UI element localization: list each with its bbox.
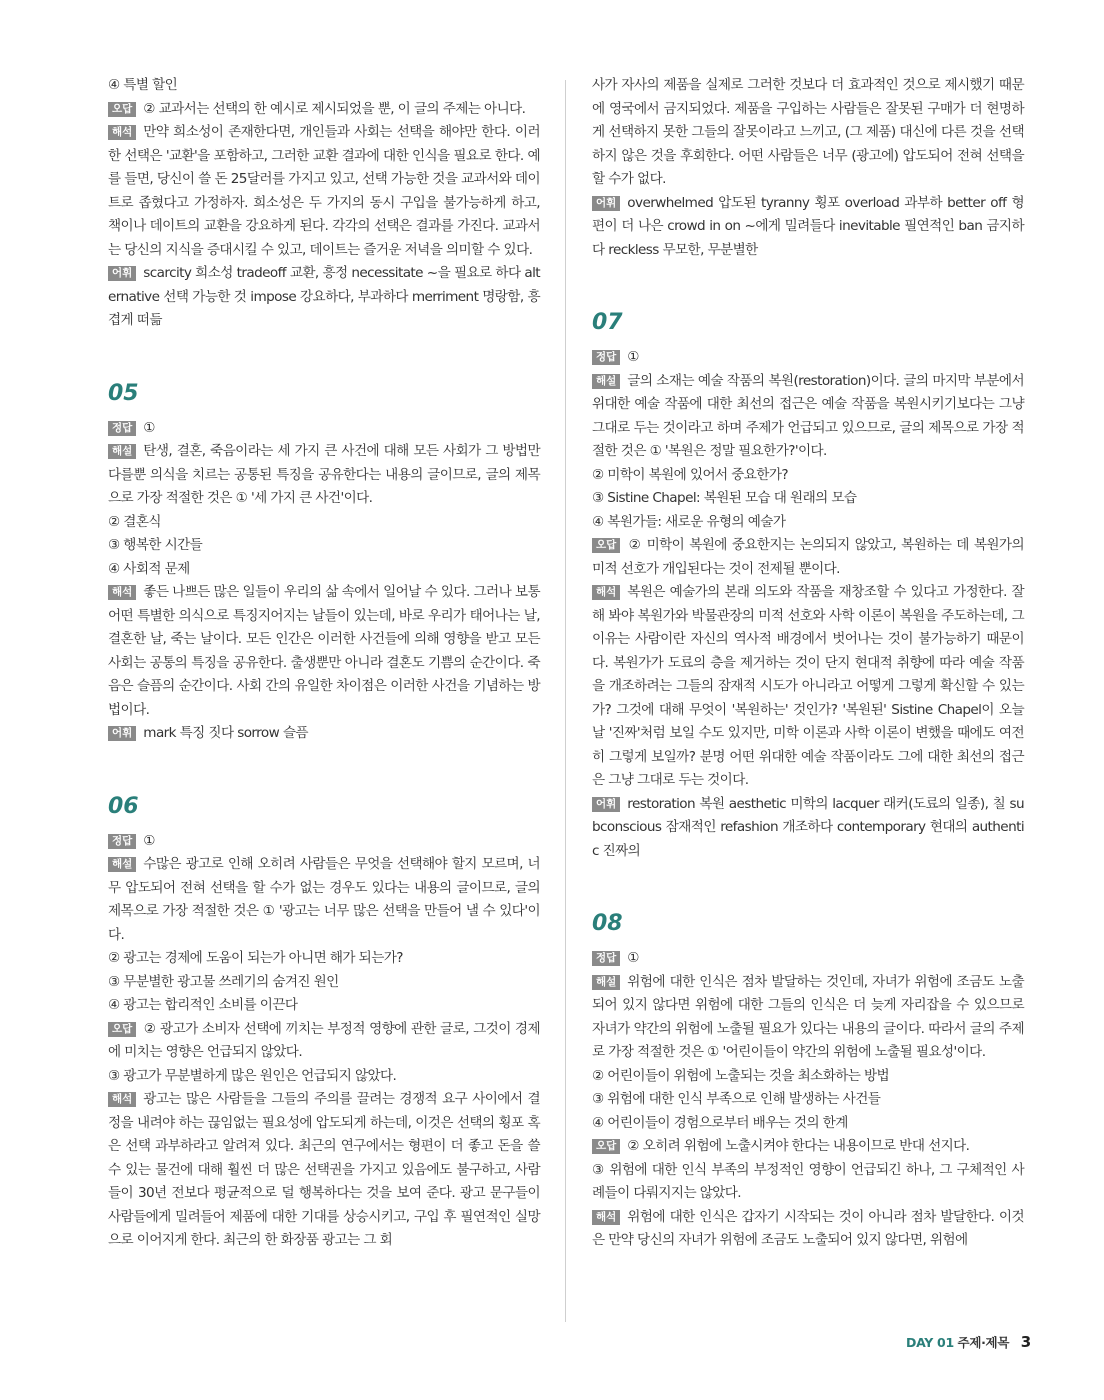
explanation-paragraph: 해설 위험에 대한 인식은 점차 발달하는 것인데, 자녀가 위험에 조금도 노출되어 있지 않다면 위험에 대한 그들의 인식은 더 늦게 자리잡을 수 있으므로 자녀가 약간의 위험에 노출될 필요가 있다는 내용의 글이다. 따라서 글의 주제로 가장 적절한 것은 ① '어린이들이 약간의 위험에 노출될 필요성'이다. [592, 973, 1024, 1060]
option-line: ④ 사회적 문제 [108, 560, 190, 577]
wrong-tag: 오답 [592, 1139, 620, 1154]
wrong-tag: 오답 [108, 1022, 136, 1037]
left-column [108, 74, 540, 1253]
option-line: ② 미학이 복원에 있어서 중요한가? [592, 466, 788, 483]
option-line: ④ 광고는 합리적인 소비를 이끈다 [108, 997, 298, 1013]
wrong-answer-note: 오답 ② 오히려 위험에 노출시켜야 한다는 내용이므로 반대 선지다. [592, 1135, 1024, 1159]
wrong-answer-note-2: ③ 위험에 대한 인식 부족의 부정적인 영향이 언급되긴 하나, 그 구체적인 사례들이 다뤄지지는 않았다. [592, 1161, 1024, 1201]
page-number: 3 [1020, 1333, 1031, 1351]
wrong-tag: 오답 [108, 102, 136, 117]
translation-paragraph: 해석 만약 희소성이 존재한다면, 개인들과 사회는 선택을 해야만 한다. 이러한 선택은 '교환'을 포함하고, 그러한 교환 결과에 대한 인식을 필요로 한다. 예를 들면, 당신이 쓸 돈 25달러를 가지고 있고, 선택 가능한 것을 교과서와 데이트로 좁혔다고 가정하자. 희소성은 두 가지의 동시 구입을 불가능하게 하고, 책이나 데이트의 교환을 강요하게 된다. 각각의 선택은 결과를 가진다. 교과서는 당신의 지식을 증대시킬 수 있고, 데이트는 즐거운 저녁을 의미할 수 있다. [108, 124, 540, 258]
option-line: ④ 복원가들: 새로운 유형의 예술가 [592, 513, 786, 530]
vocab-paragraph: 어휘 mark 특징 짓다 sorrow 슬픔 [108, 722, 540, 746]
option-line: ③ Sistine Chapel: 복원된 모습 대 원래의 모습 [592, 490, 857, 506]
translation-paragraph: 해석 위험에 대한 인식은 갑자기 시작되는 것이 아니라 점차 발달한다. 이것은 만약 당신의 자녀가 위험에 조금도 노출되어 있지 않다면, 위험에 [592, 1208, 1024, 1248]
page-footer [906, 1333, 1031, 1351]
explanation-paragraph: 해설 수많은 광고로 인해 오히려 사람들은 무엇을 선택해야 할지 모르며, 너무 압도되어 전혀 선택을 할 수가 없는 경우도 있다는 내용의 글이므로, 글의 제목으로 가장 적절한 것은 ① '광고는 너무 많은 선택을 만들어 낼 수 있다'이다. [108, 856, 540, 943]
explain-tag: 해설 [108, 444, 136, 459]
translation-paragraph: 해석 좋든 나쁘든 많은 일들이 우리의 삶 속에서 일어날 수 있다. 그러나 보통 어떤 특별한 의식으로 특징지어지는 날들이 있는데, 바로 우리가 태어나는 날, 결혼한 날, 죽는 날이다. 모든 인간은 이러한 사건들에 의해 영향을 받고 모든 사회는 공통의 특징을 공유한다. 출생뿐만 아니라 결혼도 기쁨의 순간이다. 죽음은 슬픔의 순간이다. 사회 간의 유일한 차이점은 이러한 사건을 기념하는 방법이다. [108, 584, 540, 718]
answer-line: 정답 ① [592, 947, 1024, 971]
explain-tag: 해설 [592, 975, 620, 990]
option-line: ② 어린이들이 위험에 노출되는 것을 최소화하는 방법 [592, 1067, 890, 1084]
question-number-05: 05 [108, 380, 139, 406]
translation-tag: 해석 [108, 125, 136, 140]
option-line: ② 광고는 경제에 도움이 되는가 아니면 해가 되는가? [108, 950, 403, 966]
option-line: ④ 어린이들이 경험으로부터 배우는 것의 한계 [592, 1114, 848, 1131]
translation-paragraph: 해석 광고는 많은 사람들을 그들의 주의를 끌려는 경쟁적 요구 사이에서 결정을 내려야 하는 끊임없는 필요성에 압도되게 하는데, 이것은 선택의 횡포 혹은 선택 과부하라고 알려져 있다. 최근의 연구에서는 형편이 더 좋고 돈을 쓸 수 있는 물건에 대해 훨씬 더 많은 선택권을 가지고 있음에도 불구하고, 사람들이 30년 전보다 평균적으로 덜 행복하다는 것을 보여 준다. 광고 문구들이 사람들에게 밀려들어 제품에 대한 기대를 상승시키고, 구입 후 필연적인 실망으로 이어지게 한다. 최근의 한 화장품 광고는 그 회 [108, 1091, 540, 1248]
answer-tag: 정답 [108, 834, 136, 849]
column-divider [565, 80, 566, 1322]
option-line: ④ 특별 할인 [108, 77, 178, 93]
option-line: ③ 무분별한 광고물 쓰레기의 숨겨진 원인 [108, 973, 339, 990]
explain-tag: 해설 [592, 374, 620, 389]
right-column [592, 74, 1024, 1253]
footer-day: DAY 01 [906, 1335, 954, 1350]
option-line: ③ 행복한 시간들 [108, 537, 203, 553]
vocab-tag: 어휘 [592, 797, 620, 812]
translation-continued: 사가 자사의 제품을 실제로 그러한 것보다 더 효과적인 것으로 제시했기 때문에 영국에서 금지되었다. 제품을 구입하는 사람들은 잘못된 구매가 더 현명하게 선택하지 못한 그들의 잘못이라고 느끼고, (그 제품) 대신에 다른 것을 선택하지 않은 것을 후회한다. 어떤 사람들은 너무 (광고에) 압도되어 전혀 선택을 할 수가 없다. [592, 77, 1024, 187]
answer-tag: 정답 [592, 951, 620, 966]
question-number-08: 08 [592, 911, 623, 936]
translation-tag: 해석 [592, 1210, 620, 1225]
vocab-paragraph: 어휘 scarcity 희소성 tradeoff 교환, 흥정 necessitate ~을 필요로 하다 alternative 선택 가능한 것 impose 강요하다, 부과하다 merriment 명랑함, 흥겹게 떠듦 [108, 265, 540, 328]
footer-section: 주제·제목 [957, 1335, 1010, 1350]
translation-tag: 해석 [108, 585, 136, 600]
vocab-paragraph: 어휘 overwhelmed 압도된 tyranny 횡포 overload 과부하 better off 형편이 더 나은 crowd in on ~에게 밀려들다 inevitable 필연적인 ban 금지하다 reckless 무모한, 무분별한 [592, 194, 1024, 258]
wrong-answer-note: 오답 ② 광고가 소비자 선택에 끼치는 부정적 영향에 관한 글로, 그것이 경제에 미치는 영향은 언급되지 않았다. [108, 1020, 540, 1060]
translation-tag: 해석 [108, 1092, 136, 1107]
translation-tag: 해석 [592, 585, 620, 600]
wrong-answer-note: 오답 ② 교과서는 선택의 한 예시로 제시되었을 뿐, 이 글의 주제는 아니다. [108, 98, 540, 122]
vocab-tag: 어휘 [108, 726, 136, 741]
translation-paragraph: 해석 복원은 예술가의 본래 의도와 작품을 재창조할 수 있다고 가정한다. 잘해 봐야 복원가와 박물관장의 미적 선호와 사학 이론이 복원을 주도하는데, 그 이유는 사람이란 자신의 역사적 배경에서 벗어나는 것이 불가능하기 때문이다. 복원가가 도료의 층을 제거하는 것이 단지 현대적 취향에 따라 예술 작품을 개조하려는 그들의 잠재적 시도가 아니라고 어떻게 그렇게 확신할 수 있는가? 그것에 대해 무엇이 '복원하는' 것인가? '복원된' Sistine Chapel이 오늘날 '진짜'처럼 보일 수도 있지만, 미학 이론과 사학 이론이 변했을 때에도 여전히 그렇게 보일까? 분명 어떤 위대한 예술 작품이라도 그에 대한 최선의 접근은 그냥 그대로 두는 것이다. [592, 584, 1024, 788]
wrong-answer-note-2: ③ 광고가 무분별하게 많은 원인은 언급되지 않았다. [108, 1067, 397, 1084]
question-number-07: 07 [592, 310, 623, 335]
question-number-06: 06 [108, 793, 139, 819]
answer-line: 정답 ① [108, 830, 540, 854]
answer-tag: 정답 [108, 421, 136, 436]
answer-line: 정답 ① [592, 346, 1024, 370]
explanation-paragraph: 해설 탄생, 결혼, 죽음이라는 세 가지 큰 사건에 대해 모든 사회가 그 방법만 다를뿐 의식을 치르는 공통된 특징을 공유한다는 내용의 글이므로, 글의 제목으로 가장 적절한 것은 ① '세 가지 큰 사건'이다. [108, 443, 540, 506]
explanation-paragraph: 해설 글의 소재는 예술 작품의 복원(restoration)이다. 글의 마지막 부분에서 위대한 예술 작품에 대한 최선의 접근은 예술 작품을 복원시키기보다는 그냥 그대로 두는 것이라고 하며 주제가 언급되고 있으므로, 글의 제목으로 가장 적절한 것은 ① '복원은 정말 필요한가?'이다. [592, 372, 1024, 459]
option-line: ② 결혼식 [108, 513, 161, 530]
answer-line: 정답 ① [108, 417, 540, 441]
wrong-answer-note: 오답 ② 미학이 복원에 중요한지는 논의되지 않았고, 복원하는 데 복원가의 미적 선호가 개입된다는 것이 전제될 뿐이다. [592, 537, 1024, 577]
option-line: ③ 위험에 대한 인식 부족으로 인해 발생하는 사건들 [592, 1091, 881, 1107]
wrong-tag: 오답 [592, 538, 620, 553]
answer-tag: 정답 [592, 350, 620, 365]
vocab-tag: 어휘 [592, 196, 620, 211]
vocab-tag: 어휘 [108, 266, 136, 281]
explain-tag: 해설 [108, 857, 136, 872]
vocab-paragraph: 어휘 restoration 복원 aesthetic 미학의 lacquer 래커(도료의 일종), 칠 subconscious 잠재적인 refashion 개조하다 contemporary 현대의 authentic 진짜의 [592, 795, 1024, 859]
